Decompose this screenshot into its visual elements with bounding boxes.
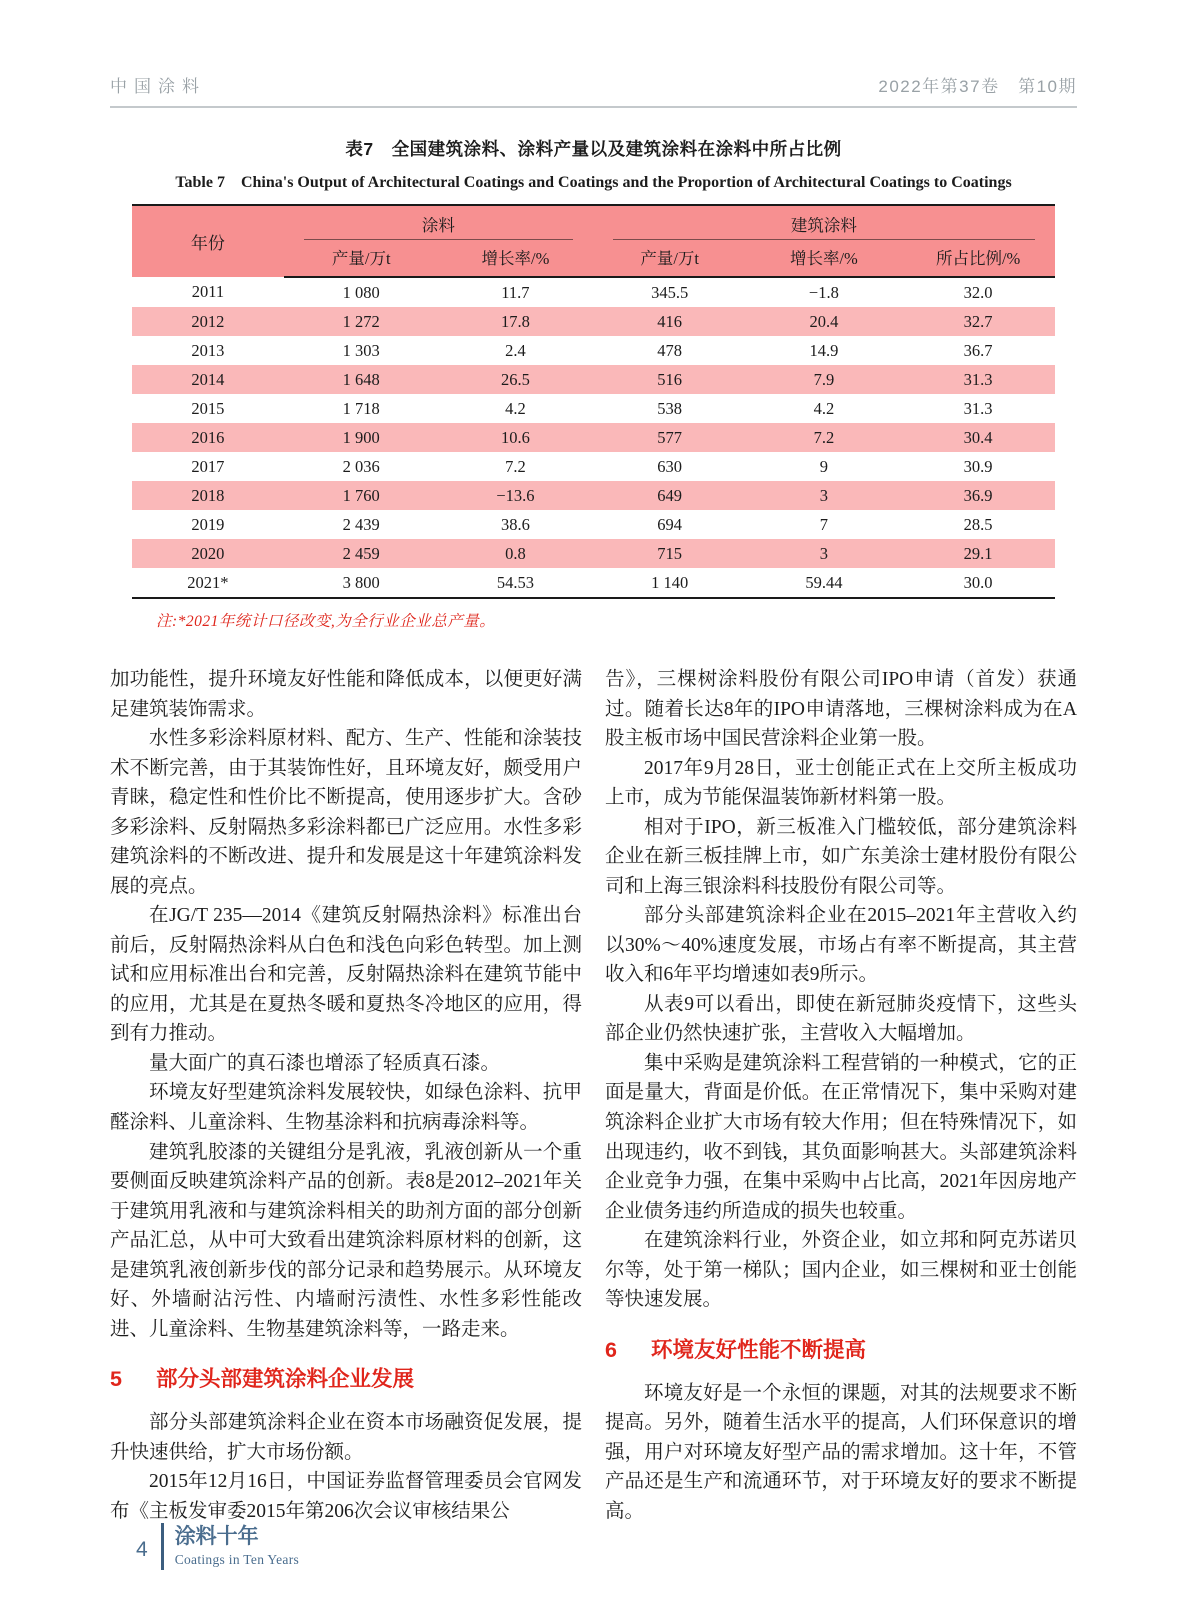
paragraph: 加功能性，提升环境友好性能和降低成本，以便更好满足建筑装饰需求。 [110, 669, 582, 720]
footer-divider-bar [161, 1523, 164, 1570]
table-row [132, 510, 1055, 539]
page-footer [136, 1523, 299, 1570]
table-cell: 36.9 [963, 485, 993, 505]
paragraph: 从表9可以看出，即使在新冠肺炎疫情下，这些头部企业仍然快速扩张，主营收入大幅增加。 [605, 993, 1077, 1045]
table-cell: 10.6 [501, 427, 530, 447]
footer-brand-cn: 涂料十年 [174, 1524, 259, 1548]
table-cell: 7.2 [505, 456, 526, 476]
table-cell: 3 [819, 485, 828, 505]
section-5-number: 5 [110, 1367, 122, 1392]
paragraph: 在JG/T 235—2014《建筑反射隔热涂料》标准出台前后，反射隔热涂料从白色和浅色向彩色转型。加上测试和应用标准出台和完善，反射隔热涂料在建筑节能中的应用，尤其是在夏热冬暖和夏热冬冷地区的应用，得到有力推动。 [110, 905, 582, 1045]
table-cell: 2017 [191, 456, 225, 476]
running-head [110, 0, 1077, 108]
col-header-growth-arch: 增长率/% [747, 240, 901, 277]
paragraph: 环境友好是一个永恒的课题，对其的法规要求不断提高。另外，随着生活水平的提高，人们环保意识的增强，用户对环境友好型产品的需求增加。这十年，不管产品还是生产和流通环节，对于环境友好的要求不断提高。 [605, 1382, 1077, 1522]
table-cell: 20.4 [809, 311, 839, 331]
right-text-block-1 [605, 665, 1077, 1315]
left-text-block-1 [110, 665, 582, 1344]
table-row [132, 307, 1055, 336]
col-header-growth: 增长率/% [438, 240, 592, 277]
table-row [132, 452, 1055, 481]
left-text-block-2 [110, 1408, 582, 1526]
table7 [132, 204, 1055, 599]
table-cell: 538 [657, 398, 683, 418]
table-cell: 416 [657, 311, 683, 331]
table-row [132, 365, 1055, 394]
table-cell: 4.2 [813, 398, 835, 418]
table-cell: 7.9 [813, 369, 835, 389]
body-columns [110, 665, 1077, 1526]
table-title-en: Table 7 China's Output of Architectural Coatings and Coatings and the Proportion of Architectural Coatings to Coatings [175, 174, 1012, 191]
table-cell: 7 [819, 514, 828, 534]
table-note: 注:*2021年统计口径改变,为全行业企业总产量。 [156, 613, 496, 630]
table-cell: 2 459 [342, 543, 380, 563]
paragraph: 部分头部建筑涂料企业在2015–2021年主营收入约以30%～40%速度发展，市场占有率不断提高，其主营收入和6年平均增速如表9所示。 [605, 905, 1077, 986]
table-cell: −1.8 [808, 282, 839, 302]
table-cell: 2 036 [342, 456, 380, 476]
table-cell: 2.4 [505, 340, 526, 360]
section-6-number: 6 [605, 1337, 617, 1362]
table-cell: 38.6 [501, 514, 530, 534]
table-cell: 3 [819, 543, 828, 563]
table-cell: 2012 [191, 311, 225, 331]
footer-brand-en: Coatings in Ten Years [174, 1552, 300, 1567]
table-cell: 1 140 [651, 572, 689, 592]
paragraph: 部分头部建筑涂料企业在资本市场融资促发展，提升快速供给，扩大市场份额。 [110, 1412, 582, 1463]
section-6-title: 环境友好性能不断提高 [651, 1337, 867, 1362]
table-cell: 30.4 [963, 427, 993, 447]
issue-info: 2022年第37卷 第10期 [878, 77, 1077, 96]
table-cell: 9 [819, 456, 828, 476]
table-cell: 28.5 [963, 514, 993, 534]
table-cell: 2013 [191, 340, 225, 360]
table-cell: 2011 [191, 282, 225, 301]
paragraph: 水性多彩涂料原材料、配方、生产、性能和涂装技术不断完善，由于其装饰性好，且环境友好，颇受用户青睐，稳定性和性价比不断提高，使用逐步扩大。含砂多彩涂料、反射隔热多彩涂料都已广泛应用。水性多彩建筑涂料的不断改进、提升和发展是这十年建筑涂料发展的亮点。 [110, 728, 582, 897]
section-6-heading [605, 1337, 1077, 1364]
section-5-title: 部分头部建筑涂料企业发展 [156, 1367, 415, 1392]
table-cell: 2019 [191, 514, 225, 534]
table-cell: 31.3 [963, 369, 993, 389]
table-cell: 32.7 [963, 311, 993, 331]
paragraph: 2015年12月16日，中国证券监督管理委员会官网发布《主板发审委2015年第206次会议审核结果公 [110, 1471, 582, 1522]
group-header-coatings: 涂料 [284, 205, 592, 240]
col-header-year: 年份 [190, 234, 225, 253]
table-cell: 1 760 [342, 485, 380, 505]
paragraph: 量大面广的真石漆也增添了轻质真石漆。 [149, 1052, 501, 1074]
table-cell: 2014 [191, 369, 225, 389]
table-cell: 3 800 [342, 572, 380, 592]
table-cell: 54.53 [496, 572, 534, 592]
table-title-cn: 表7 全国建筑涂料、涂料产量以及建筑涂料在涂料中所占比例 [345, 139, 842, 159]
table-cell: 36.7 [963, 340, 993, 360]
table-cell: 1 272 [342, 311, 380, 331]
table-cell: −13.6 [496, 485, 535, 505]
table-cell: 694 [657, 514, 683, 534]
table-cell: 1 900 [342, 427, 380, 447]
right-text-block-2 [605, 1379, 1077, 1527]
table-cell: 29.1 [963, 543, 993, 563]
journal-title: 中国涂料 [110, 77, 206, 96]
table-cell: 30.9 [963, 456, 993, 476]
table-cell: 26.5 [501, 369, 530, 389]
table-cell: 2020 [191, 543, 225, 563]
table7-block [110, 136, 1077, 631]
table-cell: 630 [657, 456, 683, 476]
group-header-arch-coatings: 建筑涂料 [593, 205, 1056, 240]
table-cell: 715 [657, 543, 683, 563]
table-header [132, 205, 1055, 277]
col-header-output-arch: 产量/万t [593, 240, 747, 277]
paragraph: 告》，三棵树涂料股份有限公司IPO申请（首发）获通过。随着长达8年的IPO申请落地，三棵树涂料成为在A股主板市场中国民营涂料企业第一股。 [605, 669, 1077, 750]
table-cell: 32.0 [963, 282, 993, 302]
table-row [132, 277, 1055, 307]
left-column [110, 665, 582, 1526]
table-cell: 59.44 [805, 572, 843, 592]
table-cell: 4.2 [505, 398, 526, 418]
table-cell: 2018 [191, 485, 225, 505]
table-cell: 1 718 [342, 398, 380, 418]
right-column [605, 665, 1077, 1526]
table-body [132, 277, 1055, 598]
table-cell: 2015 [191, 398, 225, 418]
table-cell: 2016 [191, 427, 225, 447]
paragraph: 环境友好型建筑涂料发展较快，如绿色涂料、抗甲醛涂料、儿童涂料、生物基涂料和抗病毒涂料等。 [110, 1082, 582, 1133]
table-cell: 2 439 [342, 514, 380, 534]
table-row [132, 336, 1055, 365]
paragraph: 相对于IPO，新三板准入门槛较低，部分建筑涂料企业在新三板挂牌上市，如广东美涂士建材股份有限公司和上海三银涂料科技股份有限公司等。 [605, 816, 1077, 897]
paragraph: 集中采购是建筑涂料工程营销的一种模式，它的正面是量大，背面是价低。在正常情况下，集中采购对建筑涂料企业扩大市场有较大作用；但在特殊情况下，如出现违约，收不到钱，其负面影响甚大。头部建筑涂料企业竞争力强，在集中采购中占比高，2021年因房地产企业债务违约所造成的损失也较重。 [605, 1052, 1077, 1222]
table-cell: 30.0 [963, 572, 993, 592]
page-number: 4 [136, 1538, 148, 1561]
col-header-proportion: 所占比例/% [901, 240, 1055, 277]
section-5-heading [110, 1366, 582, 1393]
table-cell: 7.2 [813, 427, 835, 447]
table-row [132, 539, 1055, 568]
table-cell: 478 [657, 340, 683, 360]
table-cell: 1 080 [342, 282, 380, 302]
table-cell: 1 303 [342, 340, 380, 360]
paragraph: 建筑乳胶漆的关键组分是乳液，乳液创新从一个重要侧面反映建筑涂料产品的创新。表8是2012–2021年关于建筑用乳液和与建筑涂料相关的助剂方面的部分创新产品汇总，从中可大致看出建筑涂料原材料的创新，这是建筑乳液创新步伐的部分记录和趋势展示。从环境友好、外墙耐沾污性、内墙耐污渍性、水性多彩性能改进、儿童涂料、生物基建筑涂料等，一路走来。 [110, 1141, 582, 1340]
table-cell: 649 [657, 485, 683, 505]
table-cell: 11.7 [501, 282, 530, 302]
table-cell: 345.5 [651, 282, 689, 302]
table-cell: 0.8 [505, 543, 526, 563]
table-cell: 17.8 [501, 311, 530, 331]
table-cell: 2021* [187, 572, 229, 592]
table-row [132, 481, 1055, 510]
col-header-output: 产量/万t [284, 240, 438, 277]
table-row [132, 394, 1055, 423]
paragraph: 2017年9月28日，亚士创能正式在上交所主板成功上市，成为节能保温装饰新材料第一股。 [605, 757, 1077, 809]
footer-brand [175, 1523, 299, 1570]
table-cell: 14.9 [809, 340, 839, 360]
table-row [132, 568, 1055, 598]
table-cell: 577 [657, 427, 683, 447]
table-cell: 516 [657, 369, 683, 389]
table-row [132, 423, 1055, 452]
table-cell: 1 648 [342, 369, 380, 389]
paragraph: 在建筑涂料行业，外资企业，如立邦和阿克苏诺贝尔等，处于第一梯队；国内企业，如三棵树和亚士创能等快速发展。 [605, 1230, 1077, 1311]
table-cell: 31.3 [963, 398, 993, 418]
